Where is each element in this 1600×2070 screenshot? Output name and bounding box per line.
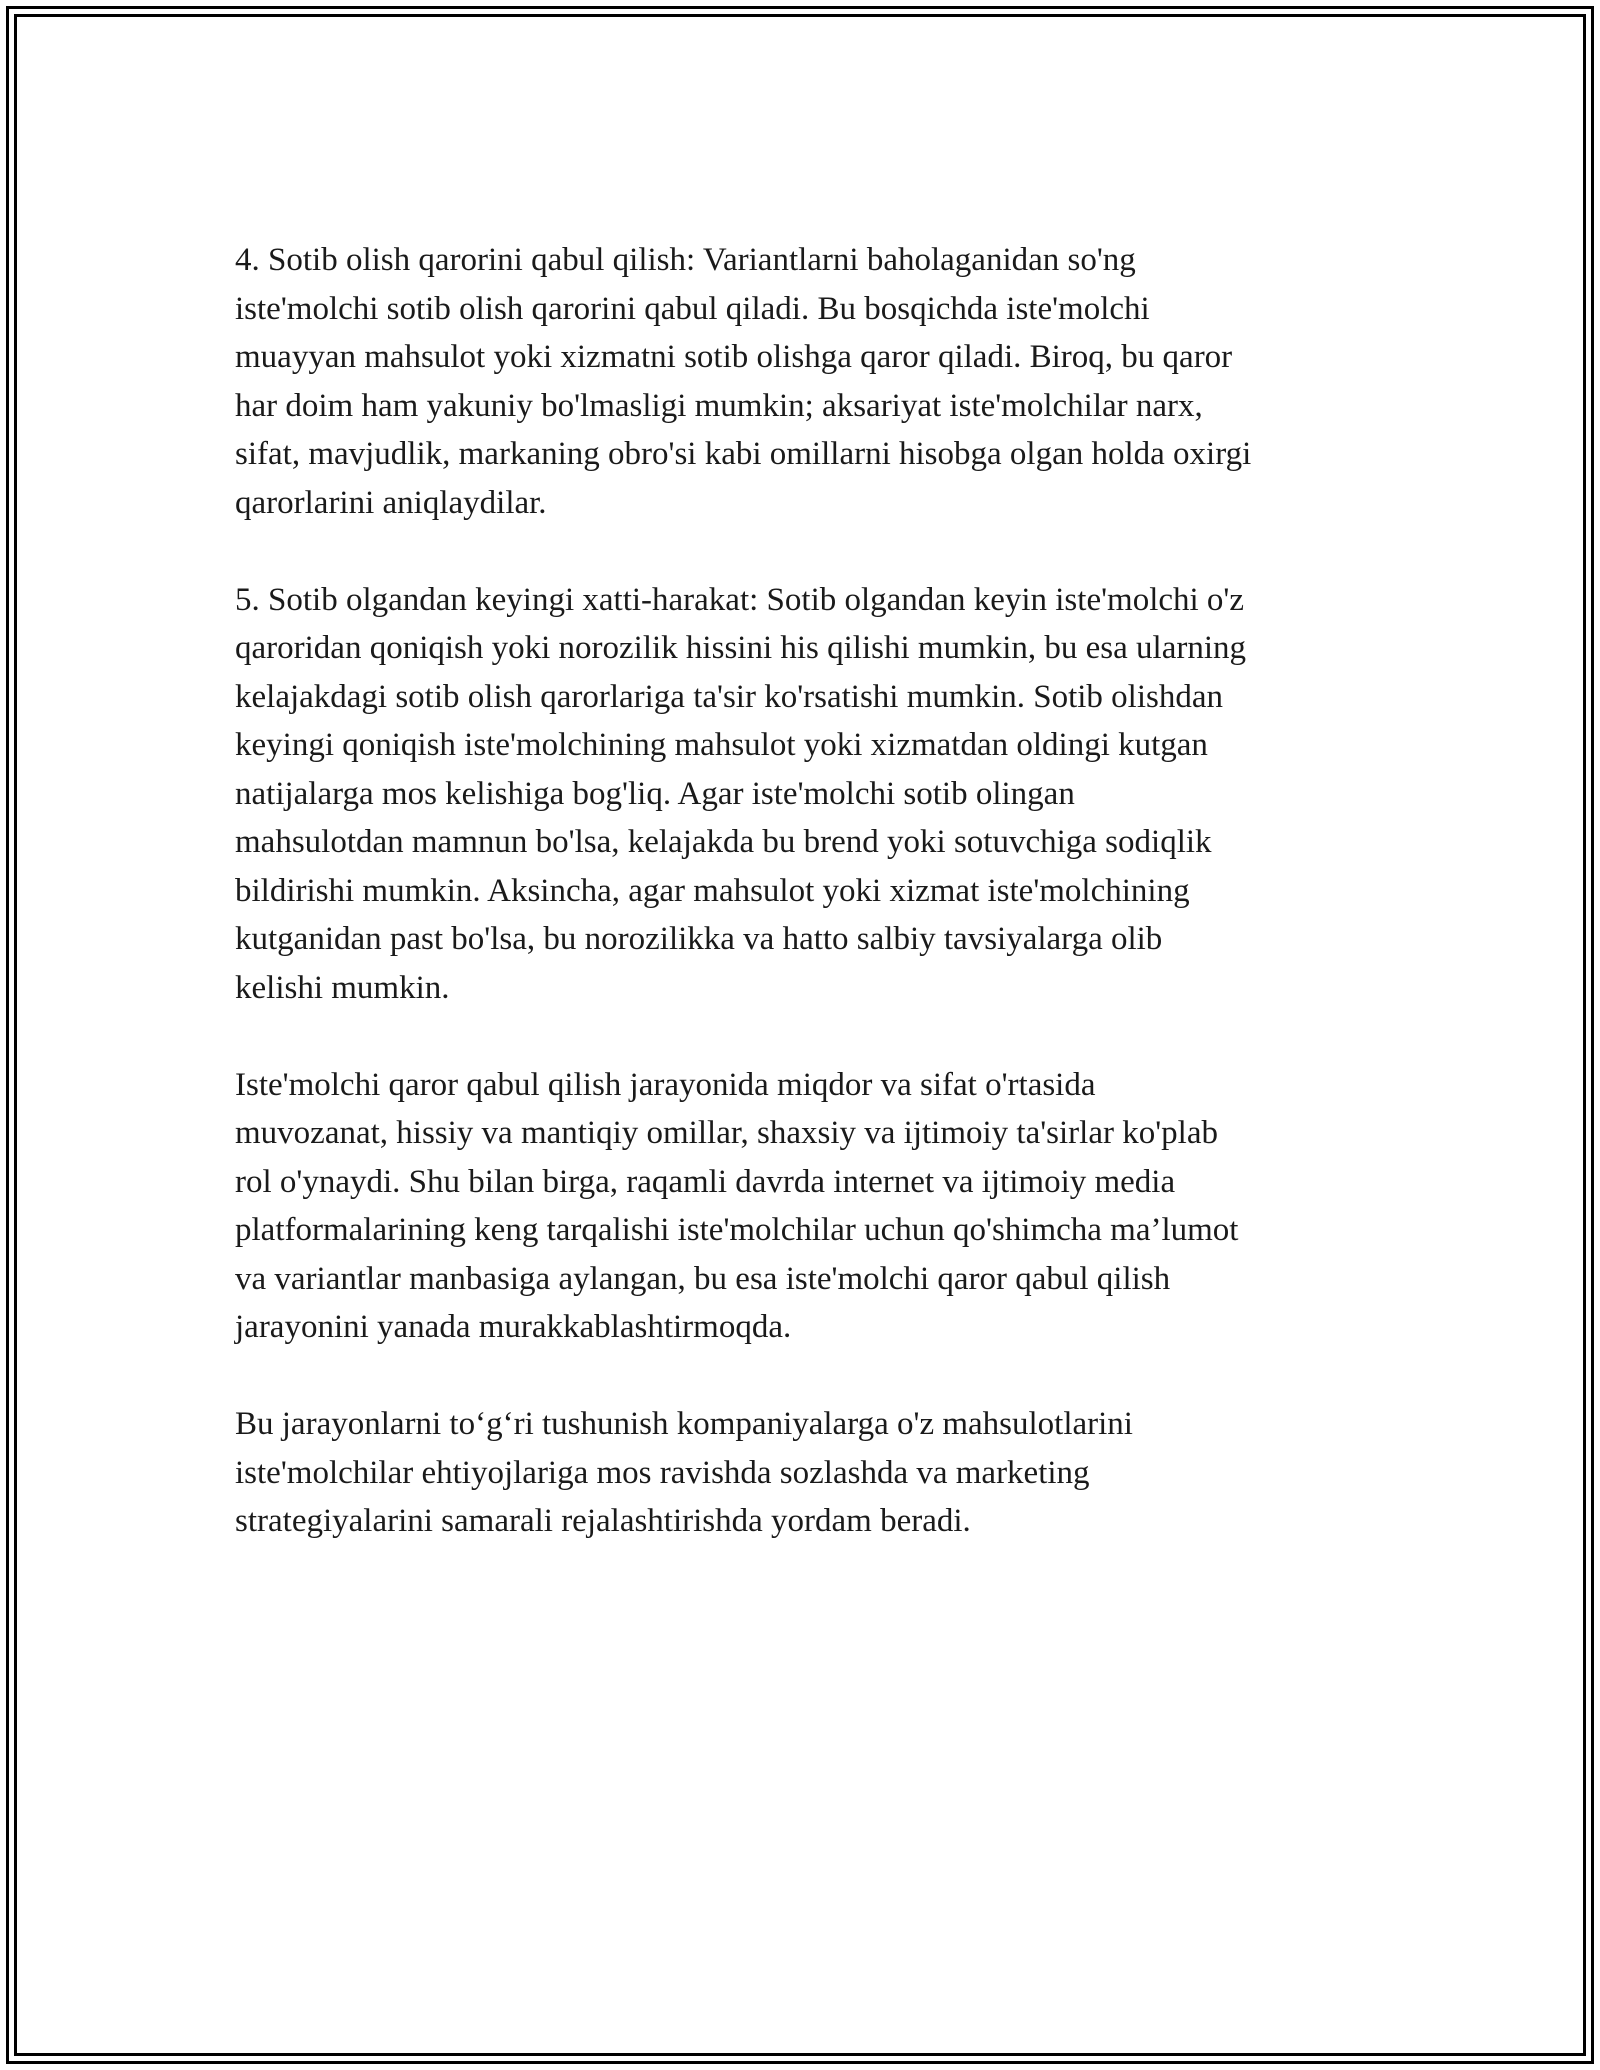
paragraph-conclusion: Bu jarayonlarni to‘g‘ri tushunish kompaniyalarga o'z mahsulotlarini iste'molchilar ehtiyojlariga mos ravishda sozlashda va marketing strategiyalarini samarali rejalashtirishda yordam beradi. (235, 1406, 1133, 1539)
paragraph-post-purchase-behavior: 5. Sotib olgandan keyingi xatti-harakat: Sotib olgandan keyin iste'molchi o'z qaroridan qoniqish yoki norozilik hissini his qilishi mumkin, bu esa ularning kelajakdagi sotib olish qarorlariga ta'sir ko'rsatishi mumkin. Sotib olishdan keyingi qoniqish iste'molchining mahsulot yoki xizmatdan oldingi kutgan natijalarga mos kelishiga bog'liq. Agar iste'molchi sotib olingan mahsulotdan mamnun bo'lsa, kelajakda bu brend yoki sotuvchiga sodiqlik bildirishi mumkin. Aksincha, agar mahsulot yoki xizmat iste'molchining kutganidan past bo'lsa, bu norozilikka va hatto salbiy tavsiyalarga olib kelishi mumkin. (235, 581, 1247, 1006)
paragraph-purchase-decision: 4. Sotib olish qarorini qabul qilish: Variantlarni baholaganidan so'ng iste'molchi sotib olish qarorini qabul qiladi. Bu bosqichda iste'molchi muayyan mahsulot yoki xizmatni sotib olishga qaror qiladi. Biroq, bu qaror har doim ham yakuniy bo'lmasligi mumkin; aksariyat iste'molchilar narx, sifat, mavjudlik, markaning obro'si kabi omillarni hisobga olgan holda oxirgi qarorlarini aniqlaydilar. (235, 242, 1252, 521)
paragraph-decision-factors: Iste'molchi qaror qabul qilish jarayonida miqdor va sifat o'rtasida muvozanat, hissiy va mantiqiy omillar, shaxsiy va ijtimoiy ta'sirlar ko'plab rol o'ynaydi. Shu bilan birga, raqamli davrda internet va ijtimoiy media platformalarining keng tarqalishi iste'molchilar uchun qo'shimcha ma’lumot va variantlar manbasiga aylangan, bu esa iste'molchi qaror qabul qilish jarayonini yanada murakkablashtirmoqda. (235, 1066, 1239, 1345)
document-body (235, 236, 1385, 1546)
